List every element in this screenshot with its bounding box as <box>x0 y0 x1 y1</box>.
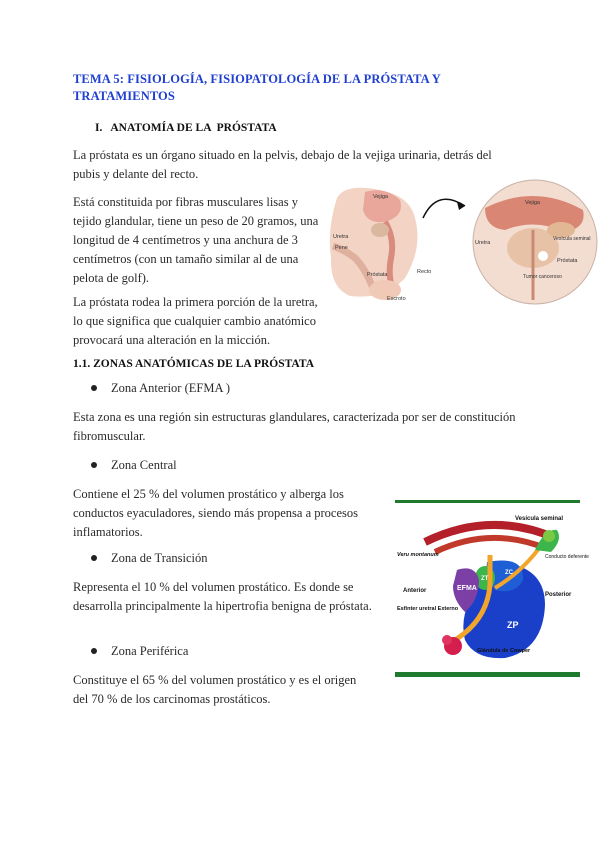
paragraph-zona-periferica: Constituye el 65 % del volumen prostático y es el origen del 70 % de los carcinomas prostáticos. <box>73 673 357 706</box>
bullet-zona-anterior <box>91 381 230 396</box>
seminal-vesicle-knob <box>543 530 555 542</box>
section-heading-zones: 1.1. ZONAS ANATÓMICAS DE LA PRÓSTATA <box>73 358 315 370</box>
bullet-icon <box>91 385 97 391</box>
paragraph-zona-transicion: Representa el 10 % del volumen prostático. Es donde se desarrolla principalmente la hipertrofia benigna de próstata. <box>73 580 372 613</box>
bullet-label: Zona de Transición <box>111 551 208 565</box>
label-posterior: Posterior <box>545 592 572 598</box>
label-prostata-right: Próstata <box>557 258 578 264</box>
label-vesicula: Vesícula seminal <box>553 236 591 242</box>
figure-top-bar <box>395 500 580 503</box>
prostate-location-figure <box>325 178 610 306</box>
bullet-zona-transicion <box>91 551 208 566</box>
label-zp: ZP <box>507 620 519 630</box>
paragraph-urethra: La próstata rodea la primera porción de la uretra, lo que significa que cualquier cambio anatómico provocará una alteración en la micción. <box>73 295 318 347</box>
label-esfinter: Esfínter uretral Externo <box>397 606 459 612</box>
label-uretra-right: Uretra <box>475 240 491 246</box>
label-vejiga-left: Vejiga <box>373 194 388 200</box>
bullet-label: Zona Periférica <box>111 644 189 658</box>
section-heading-anatomy: I. ANATOMÍA DE LA PRÓSTATA <box>95 122 277 134</box>
bullet-icon <box>91 462 97 468</box>
tumor-mark <box>538 251 548 261</box>
label-efma: EFMA <box>457 585 477 592</box>
label-uretra-left: Uretra <box>333 234 349 240</box>
paragraph-constitution: Está constituida por fibras musculares lisas y tejido glandular, tiene un peso de 20 gramos, una longitud de 4 centímetros y una anchura de 3 centímetros (con un tamaño similar al de una pelota de golf). <box>73 195 319 285</box>
bullet-icon <box>91 555 97 561</box>
bullet-zona-central <box>91 458 177 473</box>
paragraph-zona-anterior: Esta zona es una región sin estructuras glandulares, caracterizada por ser de constitución fibromuscular. <box>73 410 516 443</box>
label-prostata-left: Próstata <box>367 272 388 278</box>
label-vejiga-right: Vejiga <box>525 200 540 206</box>
label-recto: Recto <box>417 269 432 275</box>
paragraph-zona-central: Contiene el 25 % del volumen prostático y alberga los conductos eyaculadores, siendo más propensa a procesos inflamatorios. <box>73 487 358 539</box>
label-glandula-cowper: Glándula de Cowper <box>477 648 531 654</box>
label-vesicula-seminal: Vesícula seminal <box>515 516 564 522</box>
bullet-icon <box>91 648 97 654</box>
label-zt: ZT <box>481 576 489 582</box>
label-tumor: Tumor canceroso <box>523 274 562 280</box>
label-escroto: Escroto <box>387 296 406 302</box>
paragraph-location: La próstata es un órgano situado en la pelvis, debajo de la vejiga urinaria, detrás del pubis y delante del recto. <box>73 148 492 181</box>
label-pene: Pene <box>335 245 348 251</box>
page-title: TEMA 5: FISIOLOGÍA, FISIOPATOLOGÍA DE LA PRÓSTATA Y TRATAMIENTOS <box>73 72 441 103</box>
figure-bottom-bar <box>395 672 580 677</box>
bullet-zona-periferica <box>91 644 188 659</box>
label-anterior: Anterior <box>403 588 427 594</box>
label-conducto-deferente: Conducto deferente <box>545 554 589 560</box>
bullet-label: Zona Anterior (EFMA ) <box>111 381 231 395</box>
label-veru-montanum: Veru montanum <box>397 552 439 558</box>
label-zc: ZC <box>505 570 513 576</box>
prostate-left <box>371 223 389 237</box>
cowper-gland-lobe <box>442 635 452 645</box>
bullet-label: Zona Central <box>111 458 177 472</box>
prostate-zones-figure <box>395 500 589 678</box>
